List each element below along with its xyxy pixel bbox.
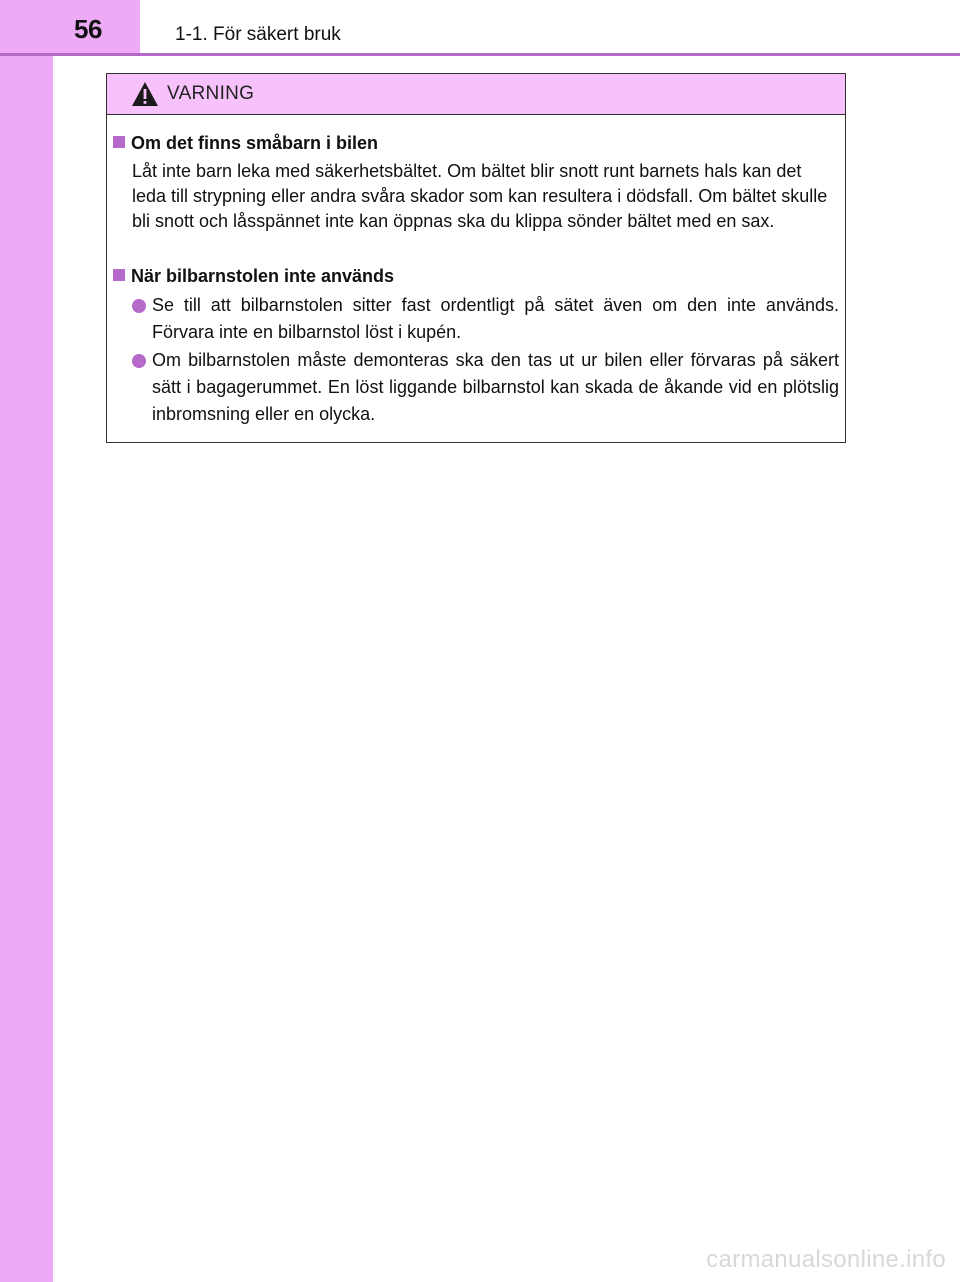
header-tab: [0, 0, 140, 55]
round-bullet-icon: [132, 354, 146, 368]
square-bullet-icon: [113, 269, 125, 281]
section-heading: [113, 133, 378, 154]
left-margin-band: [0, 0, 53, 1282]
warning-header: [107, 74, 845, 115]
section-heading-text: Om det finns småbarn i bilen: [131, 133, 379, 153]
section-title: 1-1. För säkert bruk: [175, 24, 341, 45]
round-bullet-icon: [132, 299, 146, 313]
warning-box: [106, 73, 846, 443]
bullet-text: Om bilbarnstolen måste demonteras ska den tas ut ur bilen eller förvaras på säkert sätt i bagagerummet. En löst liggande bilbarnstol kan skada de åkande vid en plötslig inbromsning eller en olycka.: [152, 350, 839, 424]
square-bullet-icon: [113, 136, 125, 148]
section-paragraph: Låt inte barn leka med säkerhetsbältet. Om bältet blir snott runt barnets hals kan det leda till strypning eller andra svåra skador som kan resultera i dödsfall. Om bältet skulle bli snott och låsspännet inte kan öppnas ska du klippa sönder bältet med en sax.: [132, 161, 828, 231]
warning-title: VARNING: [167, 83, 255, 104]
page-number: 56: [74, 14, 102, 44]
section-heading: [113, 266, 394, 287]
page-header: [0, 0, 960, 55]
bullet-text: Se till att bilbarnstolen sitter fast ordentligt på sätet även om den inte används. Förvara inte en bilbarnstol löst i kupén.: [152, 295, 839, 342]
section-heading-text: När bilbarnstolen inte används: [131, 266, 395, 286]
header-rule: [0, 53, 960, 56]
warning-triangle-icon: [131, 81, 159, 107]
watermark: carmanualsonline.info: [706, 1246, 946, 1273]
